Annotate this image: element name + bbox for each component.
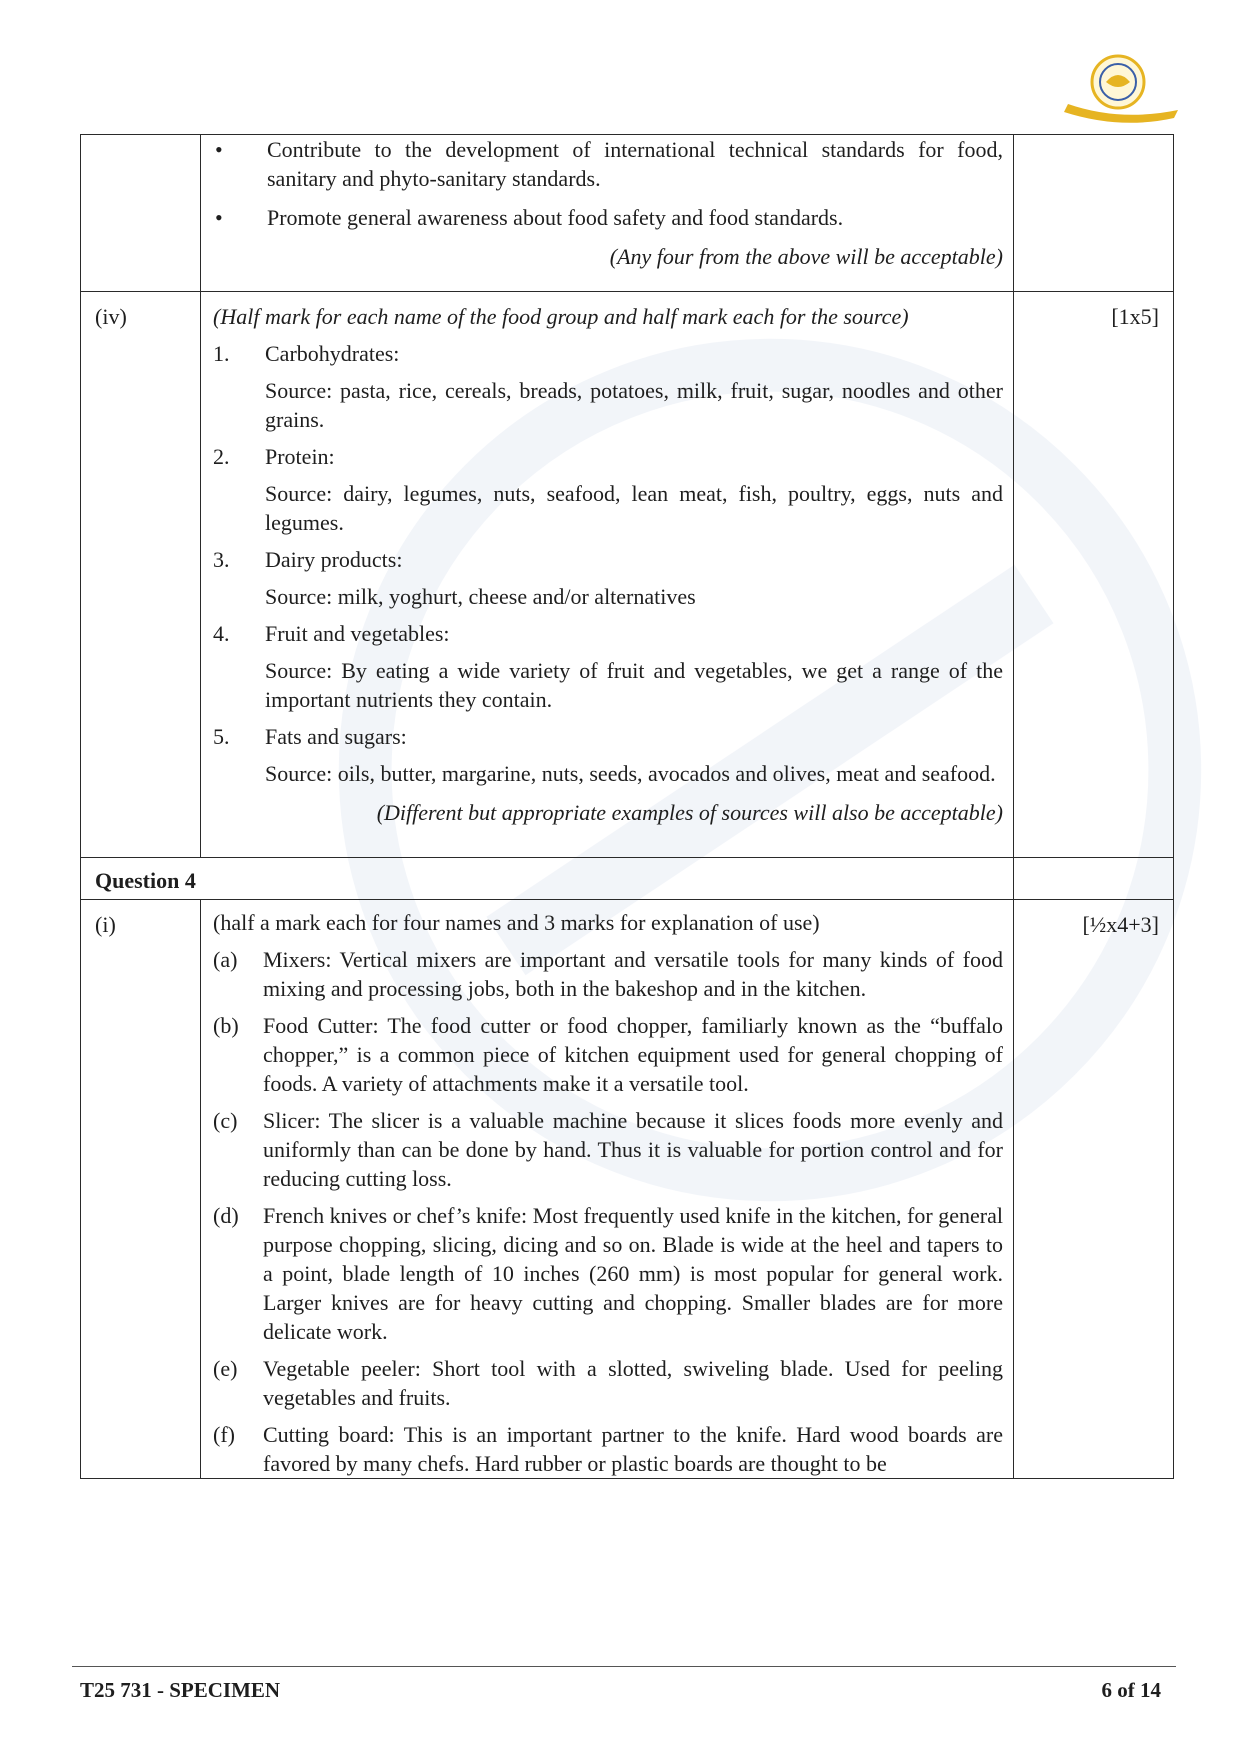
list-item: (f) Cutting board: This is an important partner to the knife. Hard wood boards are favored by many chefs. Hard rubber or plastic boards are thought to be bbox=[213, 1422, 1003, 1476]
list-item: 2. Protein: Source: dairy, legumes, nuts, seafood, lean meat, fish, poultry, eggs, nuts and legumes. bbox=[213, 444, 1003, 535]
footer-divider bbox=[72, 1666, 1176, 1667]
sub-question-label: (i) bbox=[81, 900, 201, 1479]
page-number: 6 of 14 bbox=[1101, 1678, 1161, 1702]
marking-scheme-table bbox=[80, 134, 1174, 1479]
list-item: 3. Dairy products: Source: milk, yoghurt, cheese and/or alternatives bbox=[213, 547, 696, 609]
acceptance-note: (Different but appropriate examples of sources will also be acceptable) bbox=[376, 800, 1003, 825]
table-row-iv bbox=[81, 292, 1174, 858]
list-item: (c) Slicer: The slicer is a valuable machine because it slices foods more evenly and uniformly than can be done by hand. Thus it is valuable for portion control and for reducing cutting loss. bbox=[213, 1108, 1003, 1191]
marking-instruction: (half a mark each for four names and 3 marks for explanation of use) bbox=[213, 910, 820, 935]
list-item: (b) Food Cutter: The food cutter or food chopper, familiarly known as the “buffalo chopper,” is a common piece of kitchen equipment used for general chopping of foods. A variety of attachments make it a versatile tool. bbox=[213, 1013, 1003, 1096]
list-item: 4. Fruit and vegetables: Source: By eating a wide variety of fruit and vegetables, we get a range of the important nutrients they contain. bbox=[213, 621, 1003, 712]
paper-code: T25 731 - SPECIMEN bbox=[80, 1678, 281, 1702]
bullet-icon: • bbox=[215, 137, 223, 162]
cisce-logo-icon bbox=[1060, 52, 1182, 130]
table-row-continuation bbox=[81, 135, 1174, 292]
marks-allocation: [½x4+3] bbox=[1014, 900, 1174, 1479]
food-group-list bbox=[213, 339, 1003, 788]
list-item: (d) French knives or chef’s knife: Most frequently used knife in the kitchen, for general purpose chopping, slicing, dicing and so on. Blade is wide at the heel and tapers to a point, blade length of 10 inches (260 mm) is most popular for general work. Larger knives are for heavy cutting and chopping. Smaller blades are for more delicate work. bbox=[213, 1203, 1003, 1344]
list-item: 5. Fats and sugars: Source: oils, butter, margarine, nuts, seeds, avocados and olives, meat and seafood. bbox=[213, 724, 996, 786]
list-item: • Contribute to the development of international technical standards for food, sanitary and phyto-sanitary standards. bbox=[215, 137, 1003, 191]
marking-instruction: (Half mark for each name of the food group and half mark each for the source) bbox=[213, 304, 909, 329]
list-item: (e) Vegetable peeler: Short tool with a slotted, swiveling blade. Used for peeling vegetables and fruits. bbox=[213, 1356, 1003, 1410]
table-row-i bbox=[81, 900, 1174, 1479]
sub-question-label: (iv) bbox=[81, 292, 201, 858]
bullet-icon: • bbox=[215, 205, 223, 230]
acceptance-note: (Any four from the above will be acceptable) bbox=[609, 244, 1003, 269]
marks-allocation: [1x5] bbox=[1014, 292, 1174, 858]
list-item: • Promote general awareness about food safety and food standards. bbox=[215, 205, 844, 230]
list-item: (a) Mixers: Vertical mixers are important and versatile tools for many kinds of food mixing and processing jobs, both in the bakeshop and in the kitchen. bbox=[213, 947, 1003, 1001]
table-row-question-header bbox=[81, 858, 1174, 900]
list-item: 1. Carbohydrates: Source: pasta, rice, cereals, breads, potatoes, milk, fruit, sugar, noodles and other grains. bbox=[213, 341, 1003, 432]
question-title: Question 4 bbox=[81, 858, 1014, 900]
